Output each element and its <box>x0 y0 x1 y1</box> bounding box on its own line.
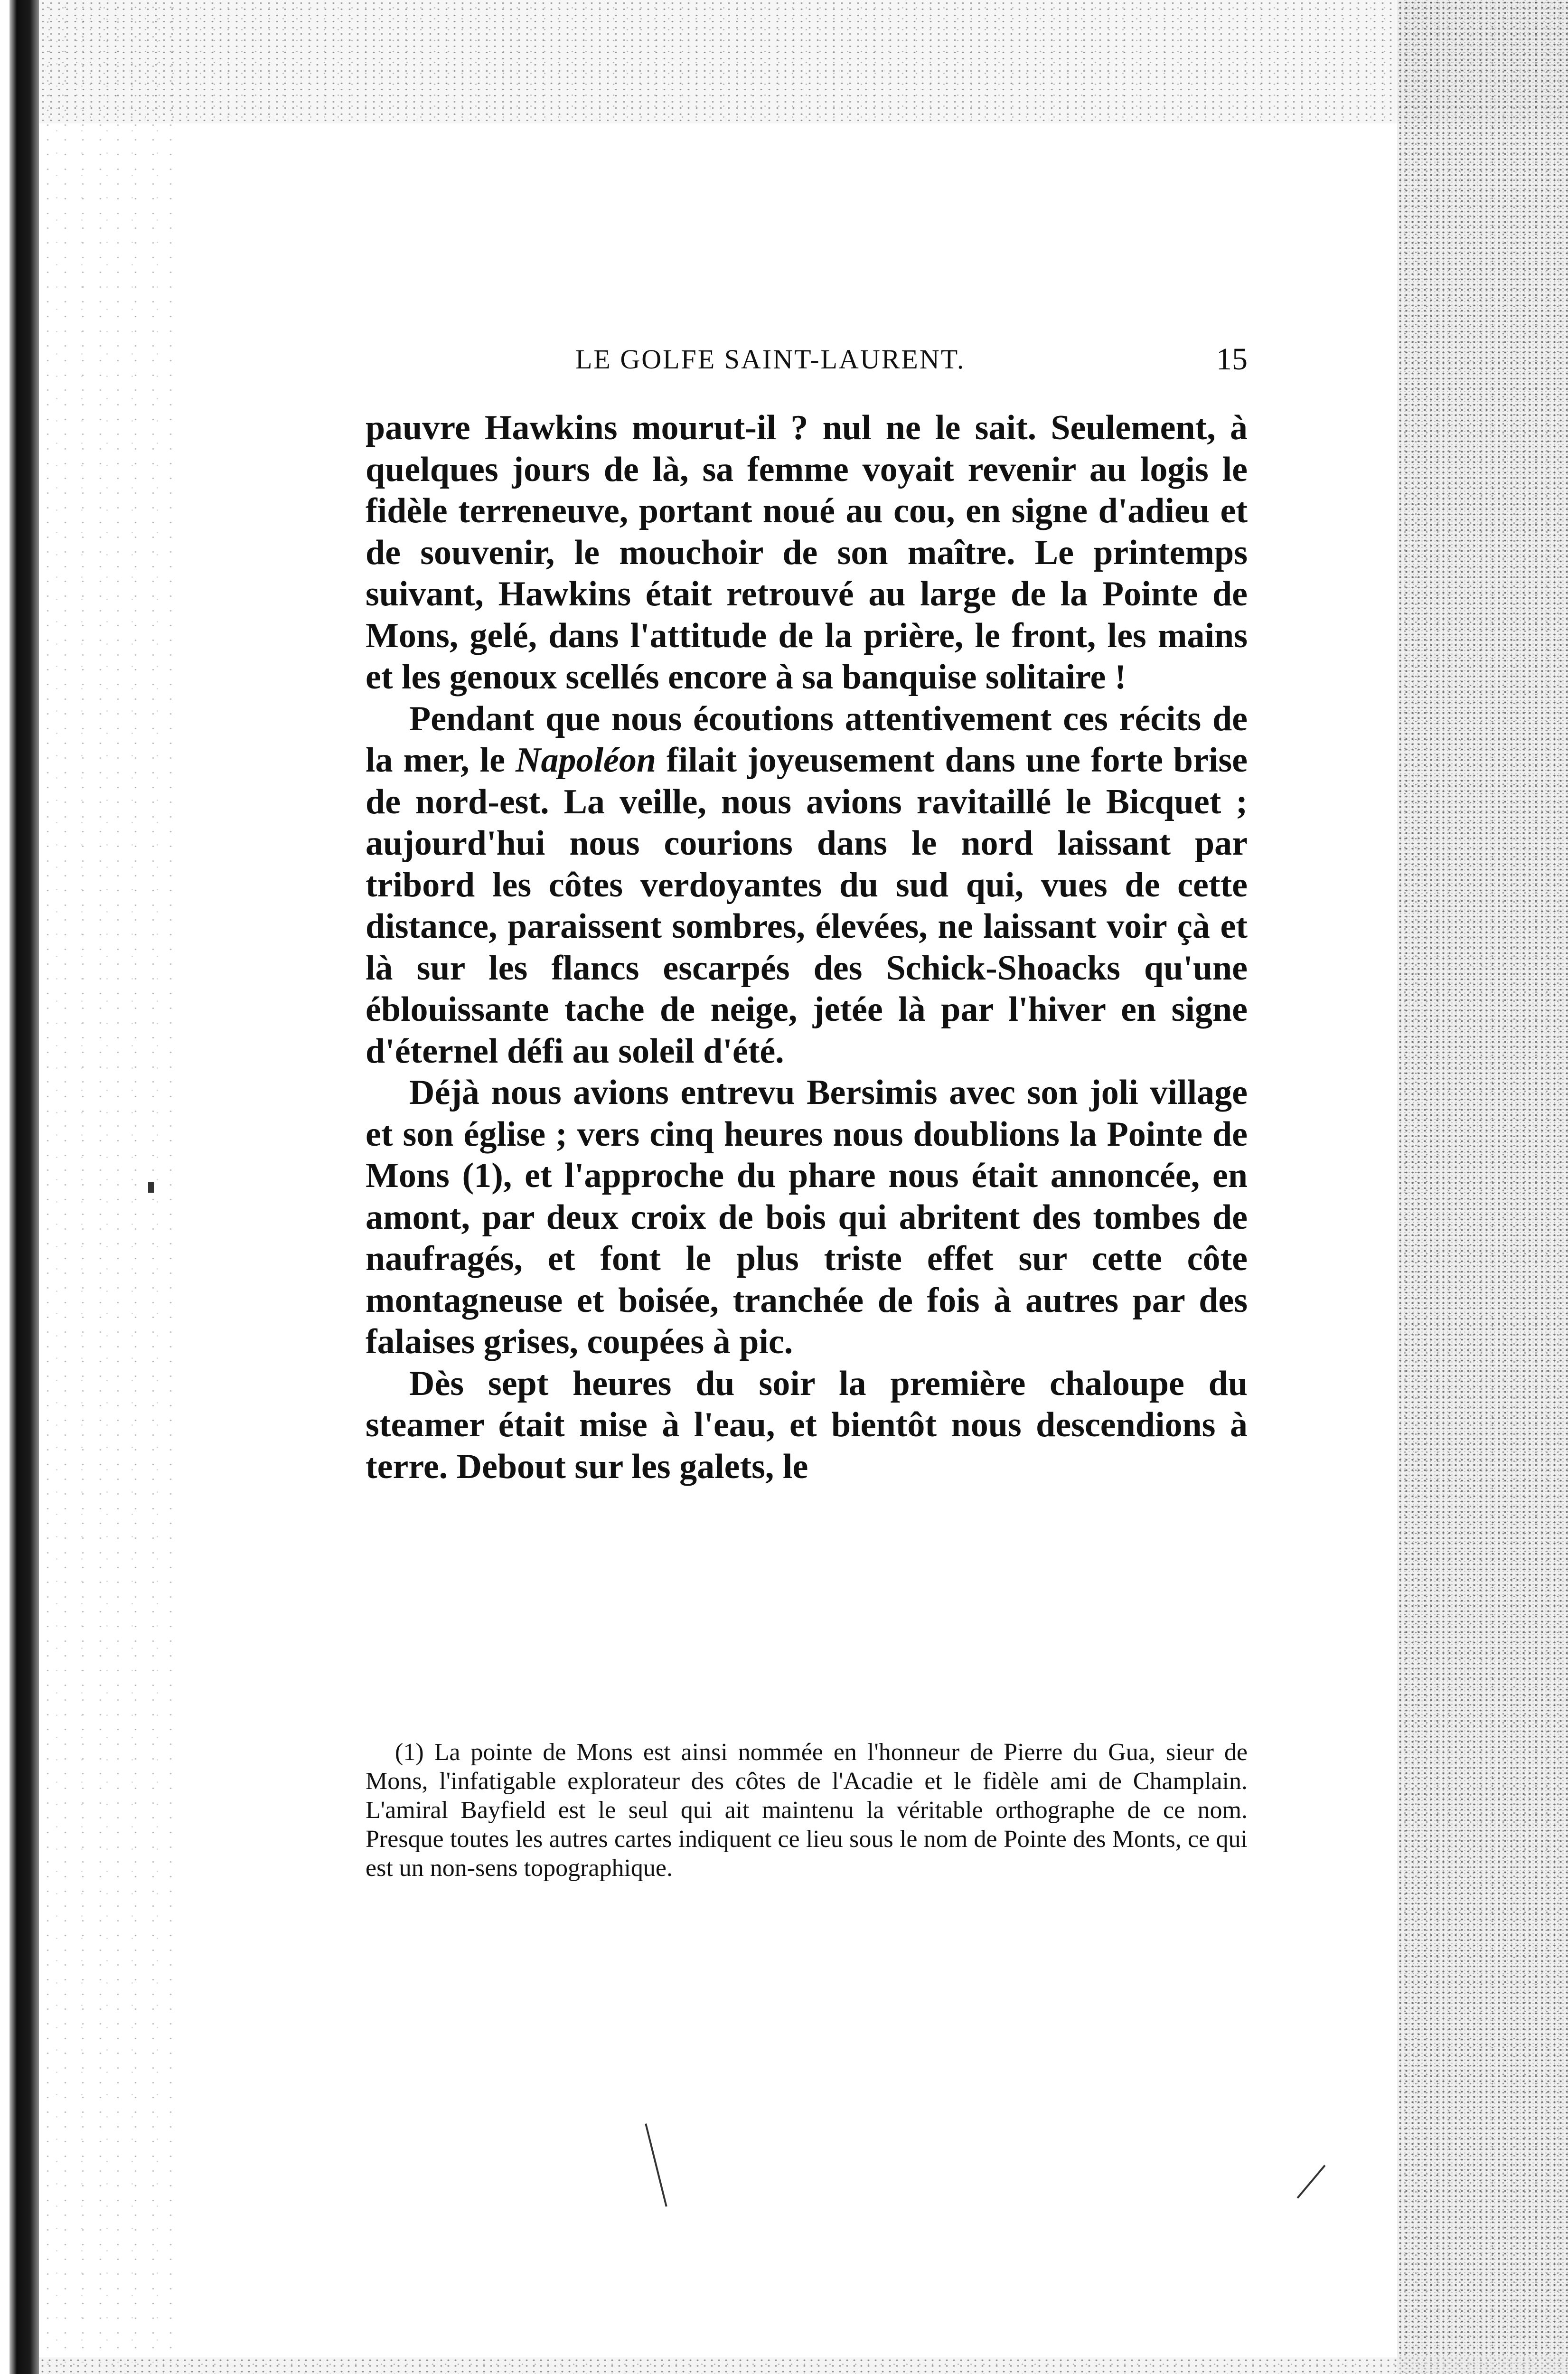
running-title: LE GOLFE SAINT-LAURENT. <box>575 344 966 375</box>
scan-noise-bottom <box>39 2357 1568 2374</box>
scan-noise-right <box>1397 0 1568 2374</box>
paragraph-2 <box>366 698 1248 1073</box>
stray-mark <box>148 1182 154 1193</box>
stray-mark <box>645 2123 667 2207</box>
paragraph-3: Déjà nous avions entrevu Bersimis avec son joli village et son église ; vers cinq heures nous doublions la Pointe de Mons (1), et l'approche du phare nous était annoncée, en amont, par deux croix de bois qui abritent des tombes de naufragés, et font le plus triste effet sur cette côte montagneuse et boisée, tranchée de fois à autres par des falaises grises, coupées à pic. <box>366 1073 1248 1361</box>
scan-noise-top <box>39 0 1568 123</box>
paragraph-1: pauvre Hawkins mourut-il ? nul ne le sait. Seulement, à quelques jours de là, sa femme voyait revenir au logis le fidèle terreneuve, portant noué au cou, en signe d'adieu et de souvenir, le mouchoir de son maître. Le printemps suivant, Hawkins était retrouvé au large de la Pointe de Mons, gelé, dans l'attitude de la prière, le front, les mains et les genoux scellés encore à sa banquise solitaire ! <box>366 408 1248 697</box>
scan-noise-left <box>39 0 181 2374</box>
footnote <box>366 1738 1248 1883</box>
stray-mark <box>1297 2165 1326 2199</box>
paragraph-2-after: filait joyeusement dans une forte brise de nord-est. La veille, nous avions ravitaillé le Bicquet ; aujourd'hui nous courions dans le nord laissant par tribord les côtes verdoyantes du sud qui, vues de cette distance, paraissent sombres, élevées, ne laissant voir çà et là sur les flancs escarpés des Schick-Shoacks qu'une éblouissante tache de neige, jetée là par l'hiver en signe d'éternel défi au soleil d'été. <box>366 741 1248 1071</box>
paragraph-4: Dès sept heures du soir la première chaloupe du steamer était mise à l'eau, et bientôt nous descendions à terre. Debout sur les galets, le <box>366 1364 1248 1486</box>
footnote-text: (1) La pointe de Mons est ainsi nommée en l'honneur de Pierre du Gua, sieur de Mons, l'infatigable explorateur des côtes de l'Acadie et le fidèle ami de Champlain. L'amiral Bayfield est le seul qui ait maintenu la véritable orthographe de ce nom. Presque toutes les autres cartes indiquent ce lieu sous le nom de Pointe des Monts, ce qui est un non-sens topographique. <box>366 1739 1248 1882</box>
ship-name: Napoléon <box>516 741 657 780</box>
page-number: 15 <box>1216 342 1248 377</box>
paragraph-2-before: Pendant que nous écoutions attentivement ces récits de la mer, le <box>366 699 1248 780</box>
body-text <box>366 407 1248 1488</box>
running-head <box>361 338 1248 381</box>
binding-edge <box>9 0 39 2374</box>
